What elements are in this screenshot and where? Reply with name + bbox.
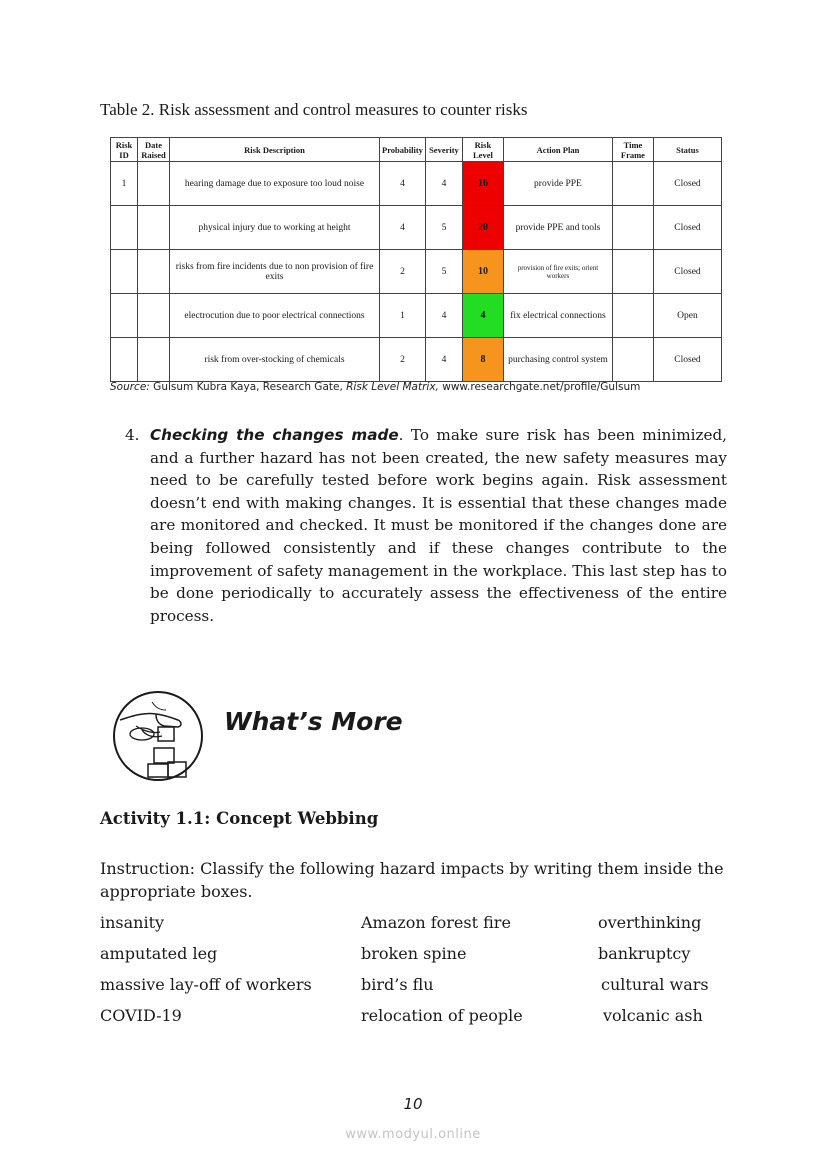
step-body [150,424,727,627]
hazard-term: cultural wars [601,975,709,994]
step-4 [125,424,727,627]
cell-date [138,338,170,382]
hand-stacking-blocks-icon [112,690,204,782]
cell-probability: 4 [380,162,426,206]
header-severity: Severity [425,138,462,162]
source-url: www.researchgate.net/profile/Gulsum [438,381,641,393]
cell-status: Closed [653,162,721,206]
step-title: Checking the changes made [150,426,399,444]
header-action-plan: Action Plan [503,138,612,162]
risk-table [110,137,722,382]
cell-time-frame [612,294,653,338]
cell-level: 8 [462,338,503,382]
activity-title: Activity 1.1: Concept Webbing [100,809,379,828]
cell-severity: 4 [425,162,462,206]
cell-description: physical injury due to working at height [170,206,380,250]
cell-status: Closed [653,338,721,382]
cell-description: electrocution due to poor electrical connections [170,294,380,338]
cell-time-frame [612,162,653,206]
hazard-term: massive lay-off of workers [100,975,312,994]
cell-description: hearing damage due to exposure too loud noise [170,162,380,206]
cell-time-frame [612,338,653,382]
header-risk-id: Risk ID [111,138,138,162]
table-row [111,338,722,382]
hazard-term: amputated leg [100,944,218,963]
source-text: Gulsum Kubra Kaya, Research Gate, [149,381,347,393]
cell-date [138,206,170,250]
cell-status: Open [653,294,721,338]
table-row [111,206,722,250]
cell-time-frame [612,206,653,250]
cell-date [138,294,170,338]
cell-probability: 4 [380,206,426,250]
page-number: 10 [403,1095,423,1113]
source-label: Source: [110,381,150,393]
cell-severity: 5 [425,206,462,250]
header-time-frame: Time Frame [612,138,653,162]
header-risk-description: Risk Description [170,138,380,162]
cell-severity: 4 [425,338,462,382]
hazard-term: bird’s flu [361,975,434,994]
header-probability: Probability [380,138,426,162]
table-row [111,162,722,206]
source-title: Risk Level Matrix, [346,381,439,393]
cell-id: 1 [111,162,138,206]
cell-level: 10 [462,250,503,294]
header-risk-level: Risk Level [462,138,503,162]
watermark: www.modyul.online [345,1127,481,1142]
table-header-row [111,138,722,162]
hazard-term: overthinking [598,913,702,932]
cell-id [111,250,138,294]
hazard-term: insanity [100,913,165,932]
hazard-term: relocation of people [361,1006,523,1025]
cell-probability: 2 [380,338,426,382]
cell-level: 16 [462,162,503,206]
table-row [111,294,722,338]
hazard-term: bankruptcy [598,944,691,963]
cell-date [138,162,170,206]
header-date-raised: Date Raised [138,138,170,162]
cell-id [111,206,138,250]
step-text: . To make sure risk has been minimized, and a further hazard has not been created, the new safety measures may need to be carefully tested before work begins again. Risk assessment doesn’t end with making changes. It is essential that these changes made are monitored and checked. It must be monitored if the changes done are being followed consistently and if these changes contribute to the improvement of safety management in the workplace. This last step has to be done periodically to accurately assess the effectiveness of the entire process. [150,426,727,625]
cell-time-frame [612,250,653,294]
table-row [111,250,722,294]
cell-action: provision of fire exits; orient workers [503,250,612,294]
cell-severity: 5 [425,250,462,294]
cell-date [138,250,170,294]
table-caption: Table 2. Risk assessment and control measures to counter risks [100,100,528,119]
hazard-term: broken spine [361,944,467,963]
cell-description: risk from over-stocking of chemicals [170,338,380,382]
cell-probability: 1 [380,294,426,338]
activity-instruction: Instruction: Classify the following hazard impacts by writing them inside the appropriate boxes. [100,859,724,901]
table-source [110,381,640,393]
cell-description: risks from fire incidents due to non provision of fire exits [170,250,380,294]
cell-level: 20 [462,206,503,250]
hazard-term: COVID-19 [100,1006,182,1025]
cell-id [111,338,138,382]
cell-action: fix electrical connections [503,294,612,338]
cell-status: Closed [653,206,721,250]
cell-severity: 4 [425,294,462,338]
header-status: Status [653,138,721,162]
cell-level: 4 [462,294,503,338]
cell-status: Closed [653,250,721,294]
cell-action: provide PPE and tools [503,206,612,250]
hazard-term: Amazon forest fire [361,913,511,932]
cell-id [111,294,138,338]
hazard-term: volcanic ash [603,1006,703,1025]
cell-action: purchasing control system [503,338,612,382]
cell-action: provide PPE [503,162,612,206]
step-number: 4. [125,426,140,444]
cell-probability: 2 [380,250,426,294]
section-title: What’s More [224,707,403,736]
